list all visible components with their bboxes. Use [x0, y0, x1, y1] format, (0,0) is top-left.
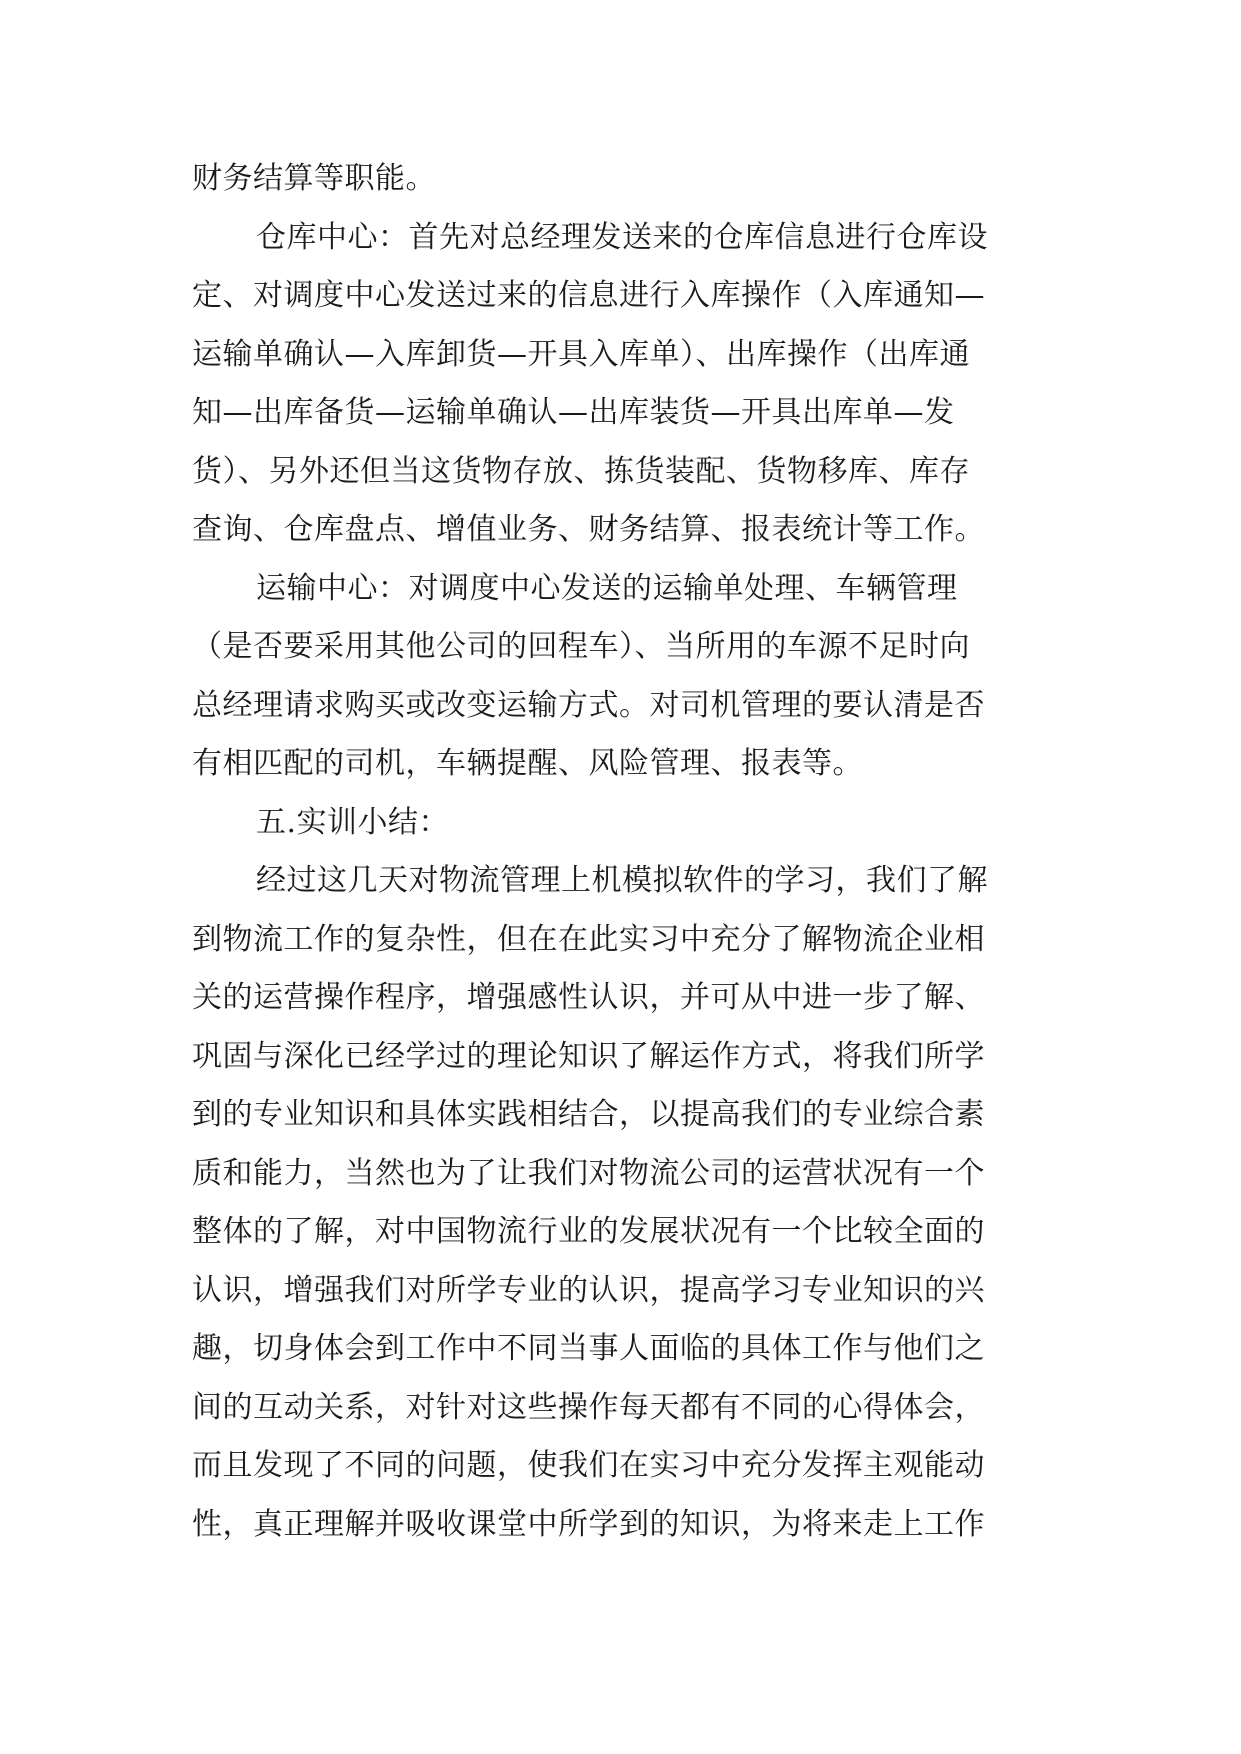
text-line: 间的互动关系，对针对这些操作每天都有不同的心得体会， [192, 1389, 985, 1425]
text-line: 性，真正理解并吸收课堂中所学到的知识，为将来走上工作 [192, 1506, 985, 1542]
section-heading: 五.实训小结： [256, 804, 450, 840]
text-line: 关的运营操作程序，增强感性认识，并可从中进一步了解、 [192, 980, 985, 1015]
text-line: 知—出库备货—运输单确认—出库装货—开具出库单—发 [192, 395, 955, 430]
text-line: 质和能力，当然也为了让我们对物流公司的运营状况有一个 [192, 1155, 985, 1191]
text-line: 趣，切身体会到工作中不同当事人面临的具体工作与他们之 [192, 1331, 985, 1366]
text-line: 到的专业知识和具体实践相结合，以提高我们的专业综合素 [192, 1097, 985, 1132]
text-line: 查询、仓库盘点、增值业务、财务结算、报表统计等工作。 [192, 512, 985, 547]
text-line: 整体的了解，对中国物流行业的发展状况有一个比较全面的 [192, 1214, 985, 1249]
text-line: （是否要采用其他公司的回程车）、当所用的车源不足时向 [192, 629, 970, 664]
text-line: 运输单确认—入库卸货—开具入库单）、出库操作（出库通 [192, 336, 970, 372]
text-line: 认识，增强我们对所学专业的认识，提高学习专业知识的兴 [192, 1272, 985, 1308]
text-line: 货）、另外还但当这货物存放、拣货装配、货物移库、库存 [192, 453, 970, 489]
text-line: 到物流工作的复杂性，但在在此实习中充分了解物流企业相 [192, 921, 985, 957]
text-line: 仓库中心：首先对总经理发送来的仓库信息进行仓库设 [256, 219, 988, 255]
text-line: 巩固与深化已经学过的理论知识了解运作方式，将我们所学 [192, 1038, 985, 1074]
text-line: 运输中心：对调度中心发送的运输单处理、车辆管理 [256, 570, 958, 606]
text-line: 经过这几天对物流管理上机模拟软件的学习，我们了解 [256, 863, 988, 898]
text-line: 总经理请求购买或改变运输方式。对司机管理的要认清是否 [192, 687, 985, 723]
text-line: 而且发现了不同的问题，使我们在实习中充分发挥主观能动 [192, 1448, 985, 1483]
text-line: 财务结算等职能。 [192, 161, 436, 196]
text-line: 定、对调度中心发送过来的信息进行入库操作（入库通知— [192, 278, 985, 313]
document-body [192, 150, 1052, 1554]
text-line: 有相匹配的司机，车辆提醒、风险管理、报表等。 [192, 746, 863, 781]
